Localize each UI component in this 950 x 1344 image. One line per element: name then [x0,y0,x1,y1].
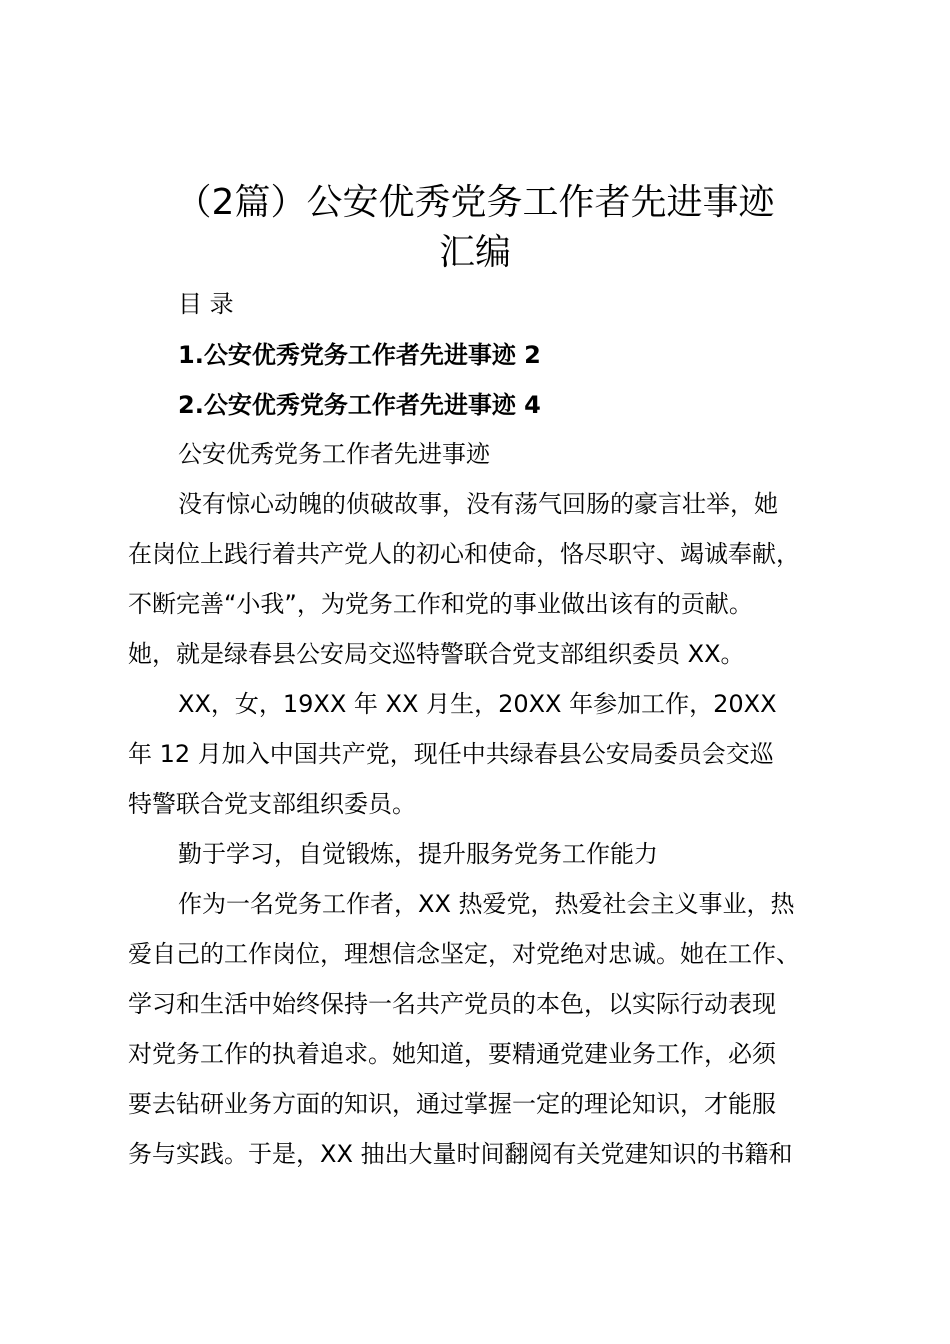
title-line-1: （2篇）公安优秀党务工作者先进事迹 [175,182,775,223]
paragraph-2-line-2: 年 12 月加入中国共产党，现任中共绿春县公安局委员会交巡 [128,740,774,768]
paragraph-4-line-2: 爱自己的工作岗位，理想信念坚定，对党绝对忠诚。她在工作、 [128,940,800,968]
section-heading: 勤于学习，自觉锻炼，提升服务党务工作能力 [178,840,658,868]
paragraph-4-line-6: 务与实践。于是，XX 抽出大量时间翻阅有关党建知识的书籍和 [128,1140,793,1168]
toc-heading: 目 录 [178,290,234,318]
paragraph-4-line-5: 要去钻研业务方面的知识，通过掌握一定的理论知识，才能服 [128,1090,776,1118]
paragraph-1-line-1: 没有惊心动魄的侦破故事，没有荡气回肠的豪言壮举，她 [178,490,778,518]
toc-item-1[interactable]: 1.公安优秀党务工作者先进事迹 2 [178,341,541,369]
paragraph-4-line-4: 对党务工作的执着追求。她知道，要精通党建业务工作，必须 [128,1040,776,1068]
paragraph-4-line-1: 作为一名党务工作者，XX 热爱党，热爱社会主义事业，热 [178,890,795,918]
paragraph-1-line-2: 在岗位上践行着共产党人的初心和使命，恪尽职守、竭诚奉献， [128,540,800,568]
document-title [100,178,850,278]
title-line-2: 汇编 [438,232,511,273]
paragraph-1-line-4: 她，就是绿春县公安局交巡特警联合党支部组织委员 XX。 [128,640,745,668]
article-heading: 公安优秀党务工作者先进事迹 [178,440,490,468]
paragraph-4-line-3: 学习和生活中始终保持一名共产党员的本色，以实际行动表现 [128,990,776,1018]
toc-item-2[interactable]: 2.公安优秀党务工作者先进事迹 4 [178,391,541,419]
paragraph-2-line-3: 特警联合党支部组织委员。 [128,790,416,818]
paragraph-1-line-3: 不断完善“小我”，为党务工作和党的事业做出该有的贡献。 [128,590,753,618]
paragraph-2-line-1: XX，女，19XX 年 XX 月生，20XX 年参加工作，20XX [178,690,777,718]
